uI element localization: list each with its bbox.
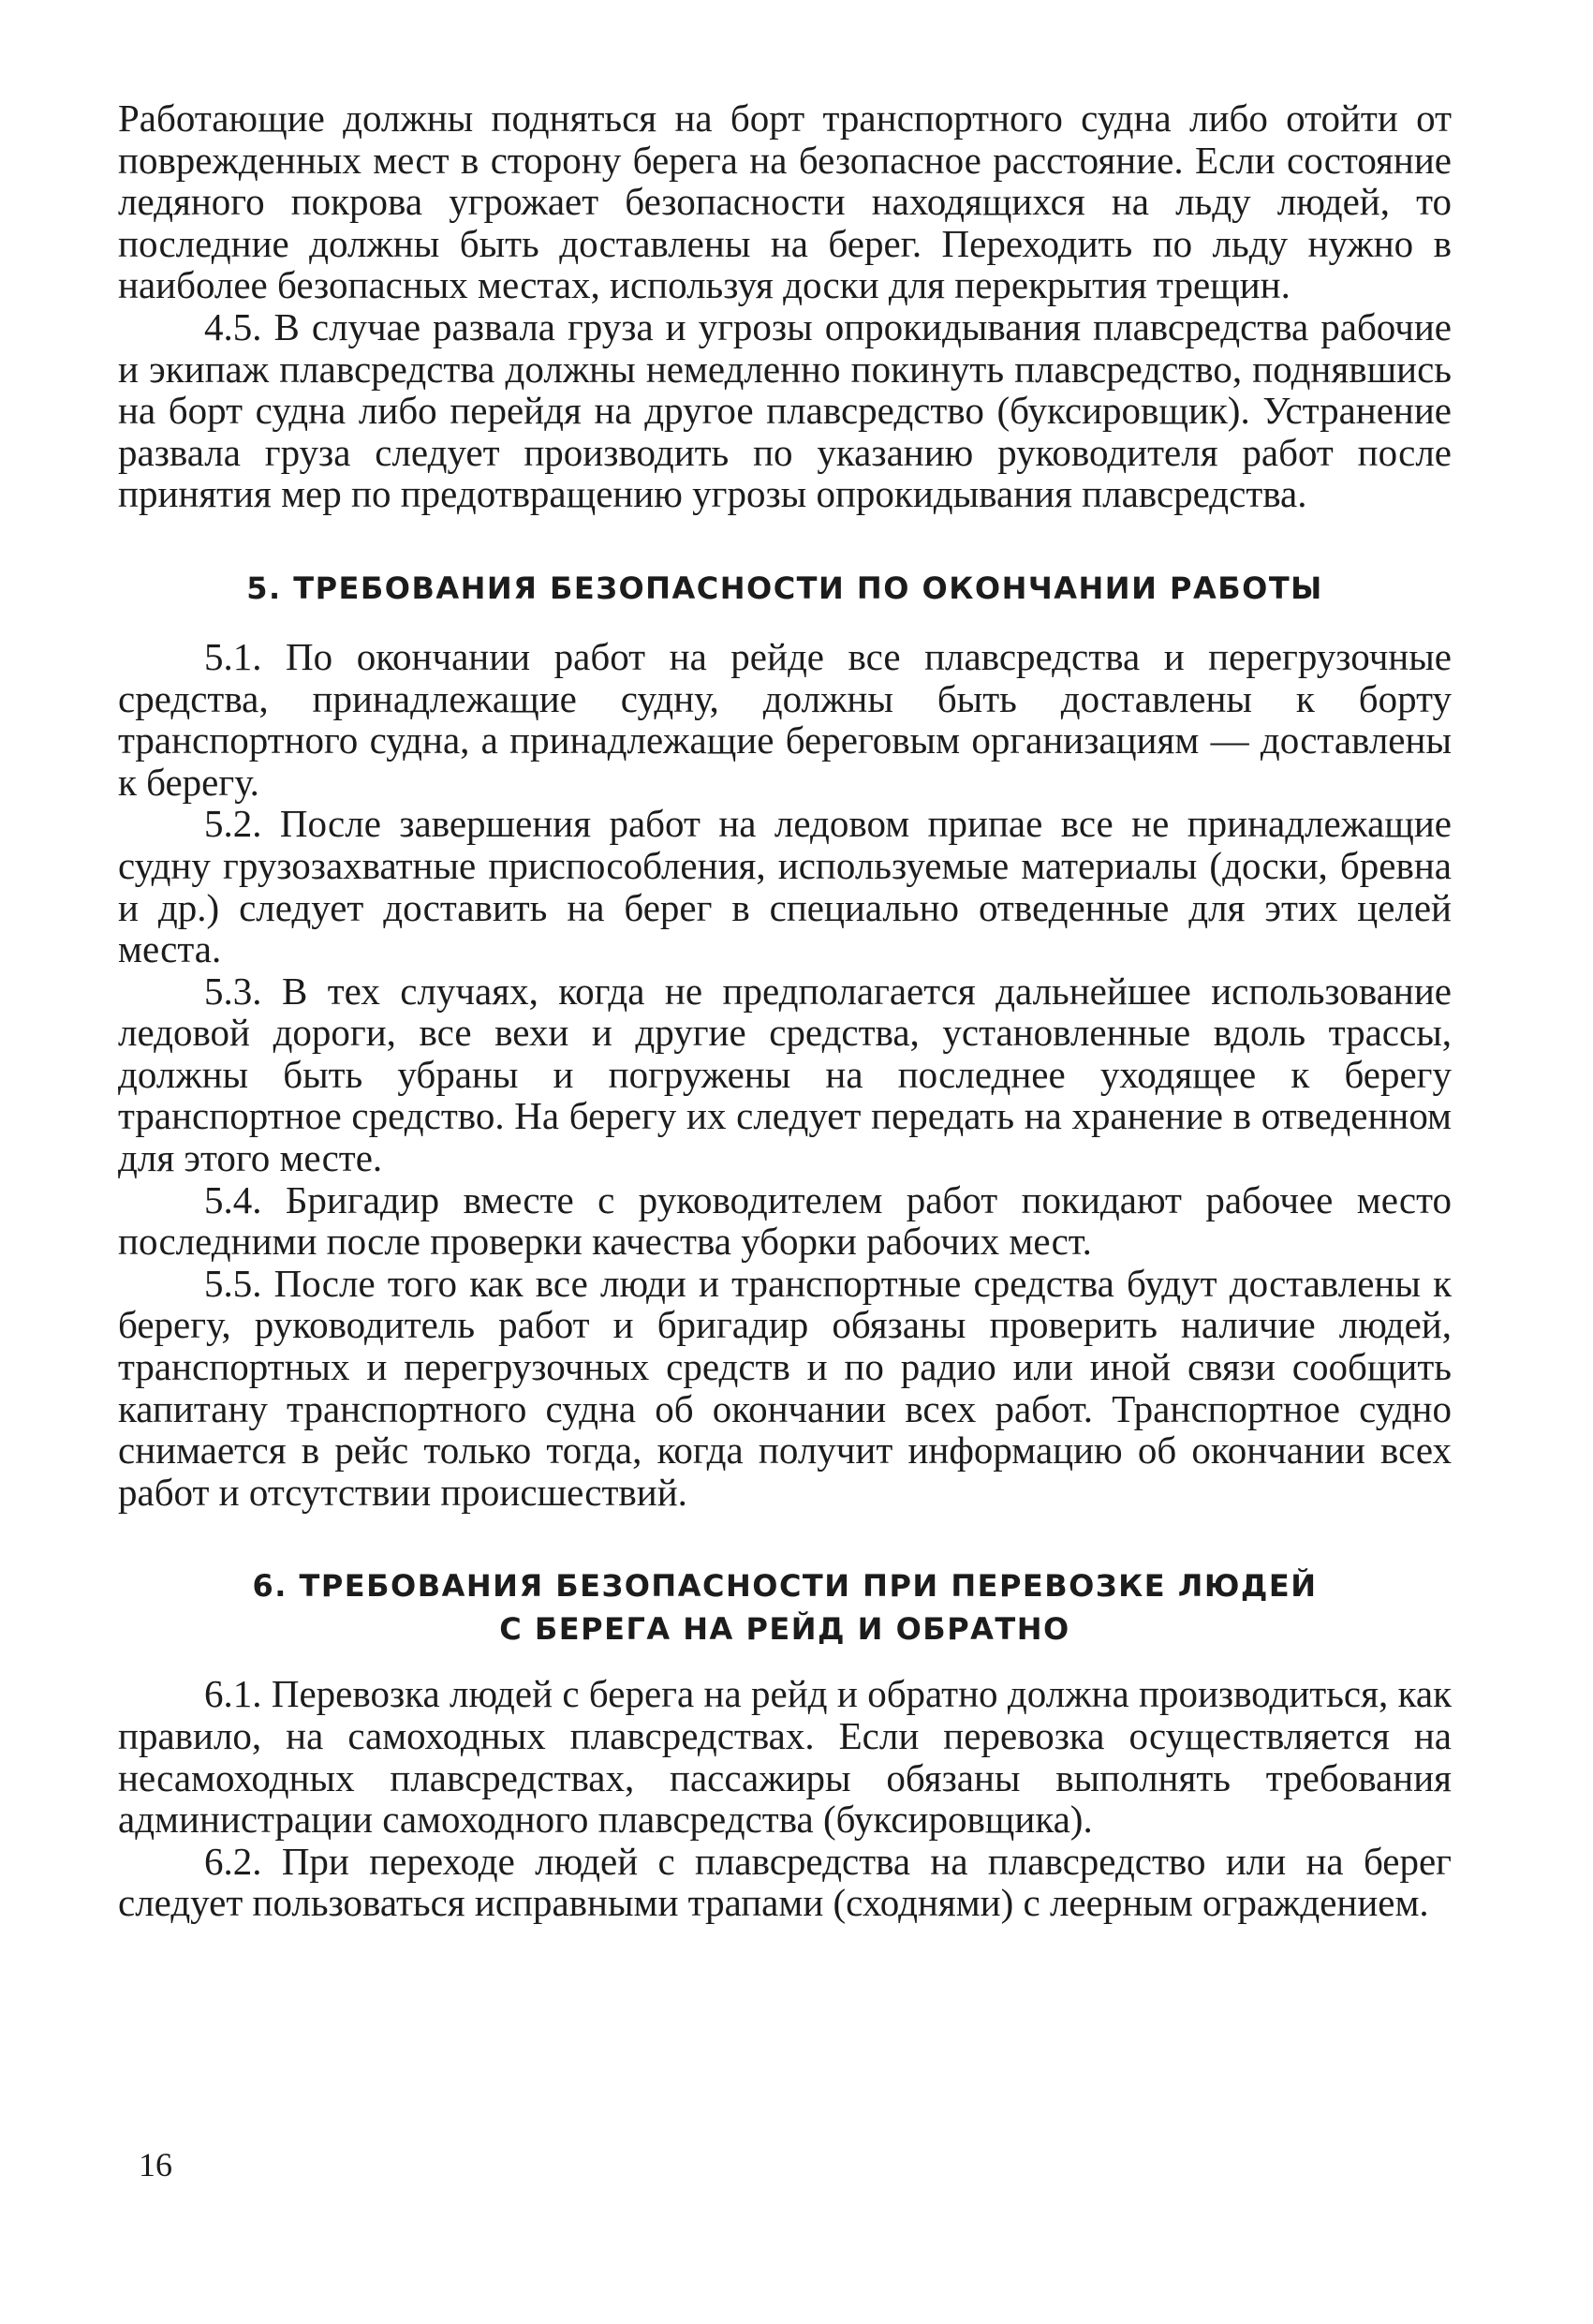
paragraph-6-2: 6.2. При переходе людей с плавсредства на плавсредство или на берег следует пользоваться исправными трапами (сходнями) с леерным ограждением. [118, 1839, 1452, 1925]
section-6-heading-line-1: 6. ТРЕБОВАНИЯ БЕЗОПАСНОСТИ ПРИ ПЕРЕВОЗКЕ ЛЮДЕЙ [252, 1568, 1318, 1605]
page-number: 16 [139, 2146, 172, 2183]
section-6-heading-line-2: С БЕРЕГА НА РЕЙД И ОБРАТНО [499, 1611, 1070, 1648]
document-page [118, 97, 1452, 1924]
paragraph-6-1: 6.1. Перевозка людей с берега на рейд и обратно должна производиться, как правило, на самоходных плавсредствах. Если перевозка осуществляется на несамоходных плавсредствах, пассажиры обязаны выполнять требования администрации самоходного плавсредства (буксировщика). [118, 1672, 1452, 1842]
section-5-heading: 5. ТРЕБОВАНИЯ БЕЗОПАСНОСТИ ПО ОКОНЧАНИИ РАБОТЫ [246, 570, 1323, 606]
paragraph-5-5: 5.5. После того как все люди и транспортные средства будут доставлены к берегу, руководитель работ и бригадир обязаны проверить наличие людей, транспортных и перегрузочных средств и по радио или иной связи сообщить капитану транспортного судна об окончании всех работ. Транспортное судно снимается в рейс только тогда, когда получит информацию об окончании всех работ и отсутствии происшествий. [118, 1261, 1452, 1514]
section-6-heading [118, 1564, 1452, 1650]
paragraph-4-5: 4.5. В случае развала груза и угрозы опрокидывания плавсредства рабочие и экипаж плавсредства должны немедленно покинуть плавсредство, поднявшись на борт судна либо перейдя на другое плавсредство (буксировщик). Устранение развала груза следует производить по указанию руководителя работ после принятия мер по предотвращению угрозы опрокидывания плавсредства. [118, 304, 1452, 516]
paragraph-5-1: 5.1. По окончании работ на рейде все плавсредства и перегрузочные средства, принадлежащие судну, должны быть доставлены к борту транспортного судна, а принадлежащие береговым организациям — доставлены к берегу. [118, 634, 1452, 804]
paragraph-5-3: 5.3. В тех случаях, когда не предполагается дальнейшее использование ледовой дороги, все вехи и другие средства, установленные вдоль трассы, должны быть убраны и погружены на последнее уходящее к берегу транспортное средство. На берегу их следует передать на хранение в отведенном для этого месте. [118, 969, 1452, 1180]
paragraph-5-2: 5.2. После завершения работ на ледовом припае все не принадлежащие судну грузозахватные приспособления, используемые материалы (доски, бревна и др.) следует доставить на берег в специально отведенные для этих целей места. [118, 802, 1452, 971]
intro-paragraph-1: Работающие должны подняться на борт транспортного судна либо отойти от поврежденных мест в сторону берега на безопасное расстояние. Если состояние ледяного покрова угрожает безопасности находящихся на льду людей, то последние должны быть доставлены на берег. Переходить по льду нужно в наиболее безопасных местах, используя доски для перекрытия трещин. [118, 96, 1452, 307]
paragraph-5-4: 5.4. Бригадир вместе с руководителем работ покидают рабочее место последними после проверки качества уборки рабочих мест. [118, 1177, 1452, 1264]
